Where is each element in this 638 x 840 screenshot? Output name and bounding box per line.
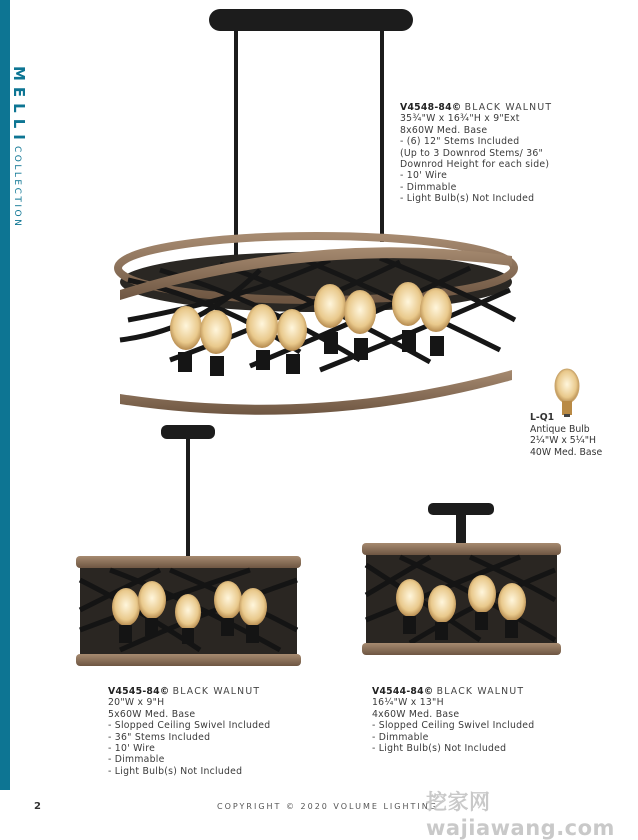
feature-line: - Dimmable [400,181,457,193]
bulb-spec [530,412,602,458]
finish-label: BLACK WALNUT [464,102,553,113]
pendant-image [76,425,301,666]
linear-chandelier-image [118,9,515,415]
semiflush-spec [372,686,534,754]
feature-line: - 10' Wire [108,743,156,755]
collection-label: COLLECTION [12,146,22,229]
dimensions: 16¼"W x 13"H [372,697,444,709]
bulb-dims: 2¼"W x 5¼"H [530,435,596,446]
semi-flush-image [362,503,561,655]
series-title: MELLI [10,66,28,146]
bulb-watt: 40W Med. Base [530,446,603,458]
bulb-name: Antique Bulb [530,423,590,435]
pendant-spec [108,686,270,777]
product-code: V4544-84© [372,686,434,697]
feature-line: - Slopped Ceiling Swivel Included [108,720,271,732]
bulb-code: L-Q1 [530,412,555,423]
feature-line: - Light Bulb(s) Not Included [372,743,507,755]
bulb-info: 5x60W Med. Base [108,708,196,720]
linear-spec [400,102,552,205]
bulb-info: 8x60W Med. Base [400,124,488,136]
page-number: 2 [34,801,41,812]
feature-line: - Light Bulb(s) Not Included [108,765,243,777]
feature-line: Downrod Height for each side) [400,159,550,171]
dimensions: 20"W x 9"H [108,697,165,709]
watermark: 挖家网 wajiawang.com [426,790,615,840]
feature-line: - 36" Stems Included [108,731,211,743]
copyright-text: COPYRIGHT © 2020 VOLUME LIGHTING [217,802,438,811]
feature-line: - 10' Wire [400,170,448,182]
product-code: V4548-84© [400,102,462,113]
feature-line: - Light Bulb(s) Not Included [400,193,535,205]
bulb-info: 4x60W Med. Base [372,708,460,720]
finish-label: BLACK WALNUT [436,686,525,697]
feature-line: - Slopped Ceiling Swivel Included [372,720,535,732]
feature-line: - (6) 12" Stems Included [400,136,520,148]
antique-bulb-image [555,369,579,417]
feature-line: (Up to 3 Downrod Stems/ 36" [400,147,544,159]
feature-line: - Dimmable [372,731,429,743]
product-code: V4545-84© [108,686,170,697]
dimensions: 35¾"W x 16¾"H x 9"Ext [400,113,520,125]
finish-label: BLACK WALNUT [172,686,261,697]
feature-line: - Dimmable [108,754,165,766]
